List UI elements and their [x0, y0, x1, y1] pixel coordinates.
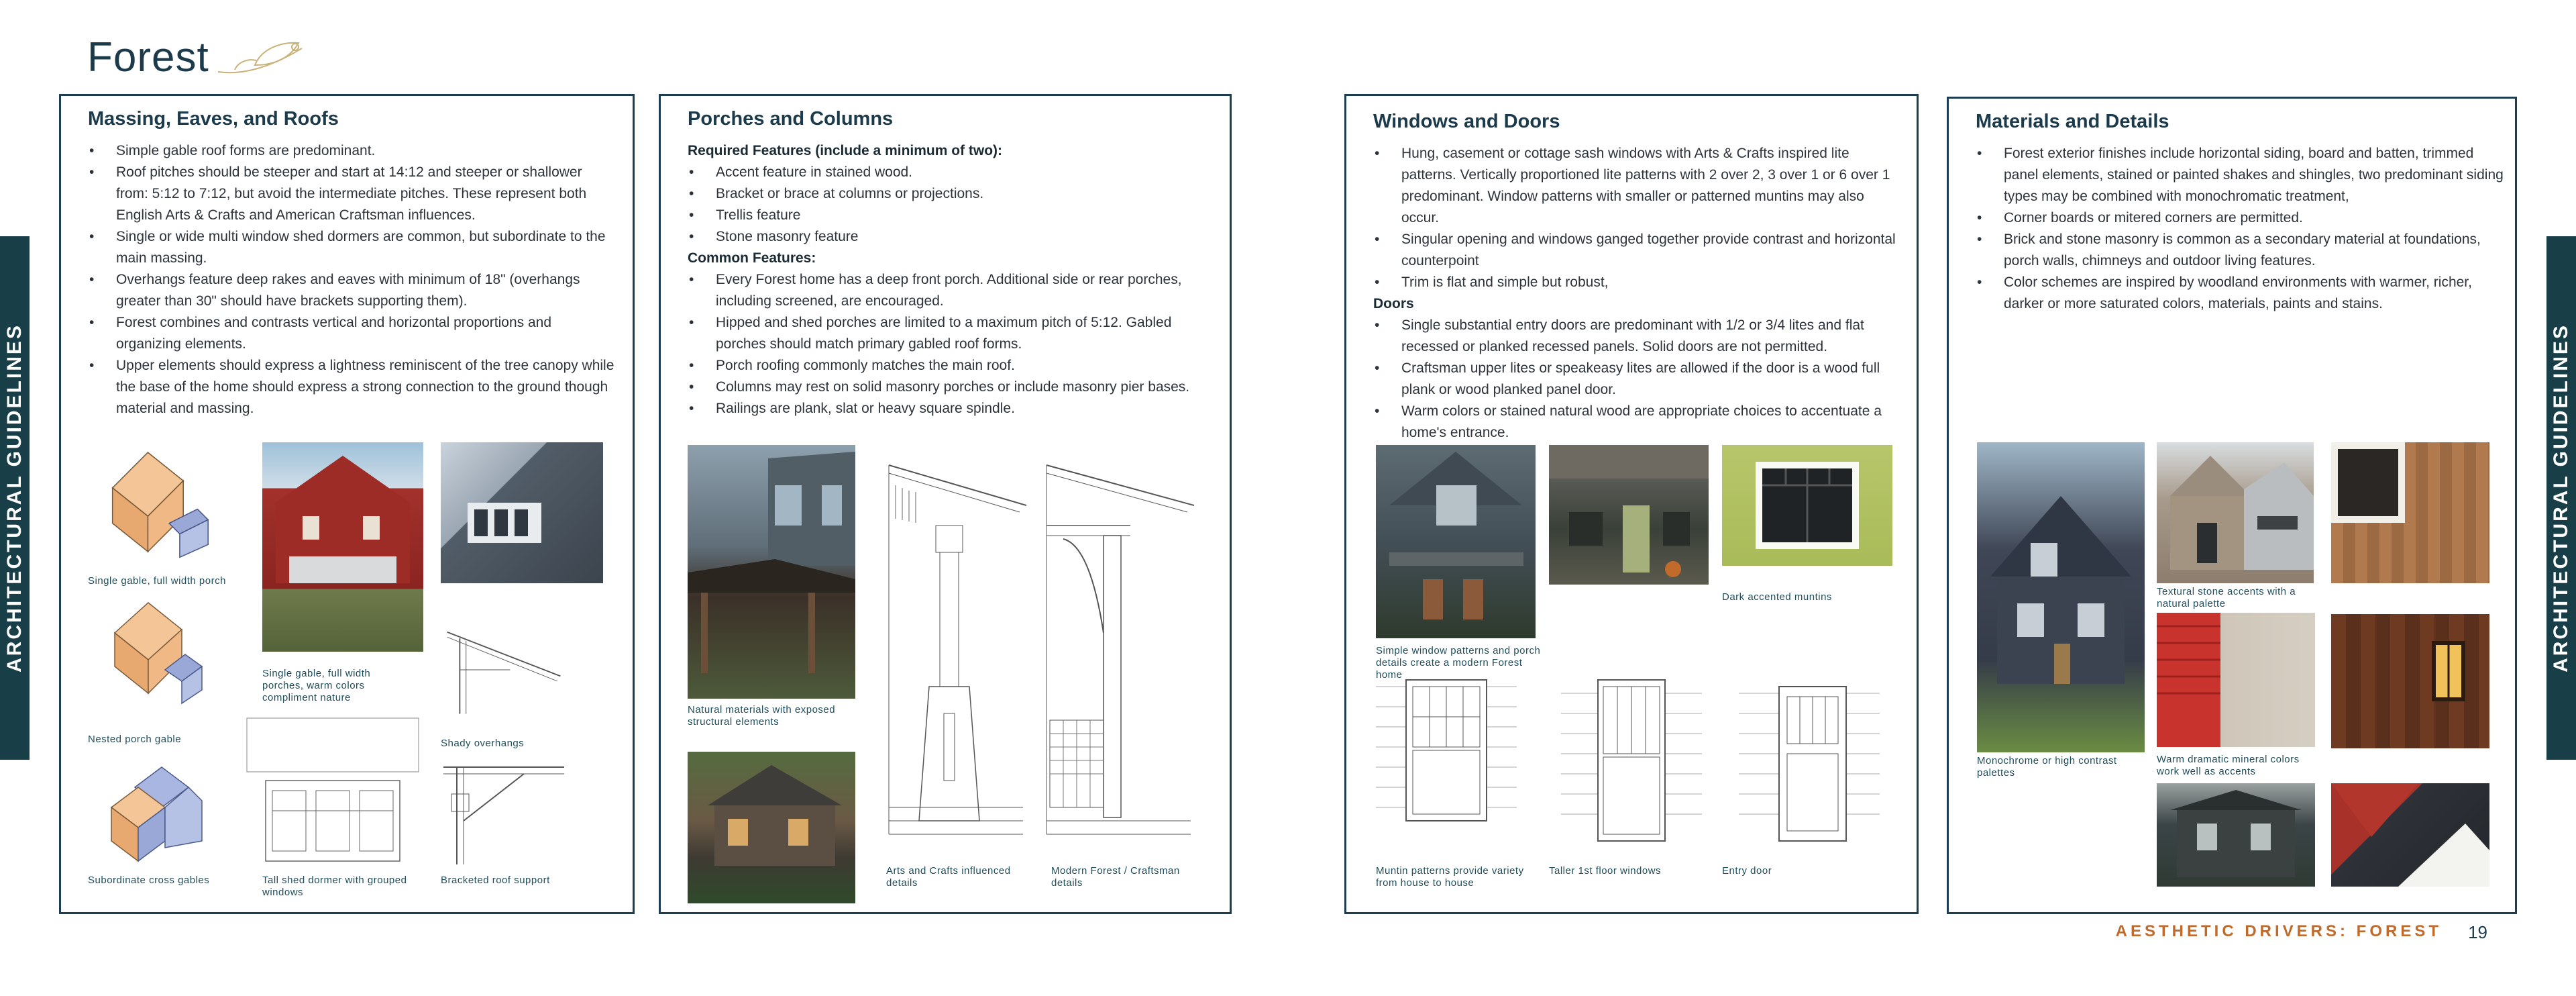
massing-heading: Massing, Eaves, and Roofs	[88, 108, 339, 130]
red-shutter-photo	[2157, 613, 2315, 747]
caption: Warm dramatic mineral colors work well as accents	[2157, 754, 2300, 777]
list-item: • Trim is flat and simple but robust,	[1373, 272, 1903, 293]
caption: Bracketed roof support	[441, 875, 550, 886]
caption: Arts and Crafts influenced details	[886, 865, 1011, 889]
windows-heading: Windows and Doors	[1373, 111, 1560, 132]
list-item: • Hipped and shed porches are limited to a maximum pitch of 5:12. Gabled porches should match primary gabled roof forms.	[688, 312, 1218, 355]
list-item: • Forest exterior finishes include horizontal siding, board and batten, trimmed panel elements, stained or painted shakes and shingles, two predominant siding types may be combined with monochromatic treatment,	[1976, 143, 2506, 207]
list-item: • Trellis feature	[688, 205, 1218, 226]
taller-window-drawing	[1561, 673, 1702, 848]
overhang-diagram	[437, 619, 571, 720]
list-item: • Overhangs feature deep rakes and eaves with minimum of 18" (overhangs greater than 30" should have brackets supporting them).	[88, 269, 618, 312]
list-item: • Porch roofing commonly matches the main roof.	[688, 355, 1218, 377]
list-item: • Singular opening and windows ganged together provide contrast and horizontal counterpoint	[1373, 229, 1903, 272]
list-item: • Brick and stone masonry is common as a secondary material at foundations, porch walls, chimneys and outdoor living features.	[1976, 229, 2506, 272]
caption: Subordinate cross gables	[88, 875, 210, 886]
red-roof-photo	[2331, 783, 2489, 887]
page-title: Forest	[87, 34, 209, 81]
side-tab-label: ARCHITECTURAL GUIDELINES	[3, 323, 25, 673]
muntin-window-drawing	[1376, 673, 1517, 834]
list-item: • Hung, casement or cottage sash windows with Arts & Crafts inspired lite patterns. Vertically proportioned lite patterns with 2 over 2, 3 over 1 or 6 over 1 predominant. Window patterns with smaller or patterned muntins may also occur.	[1373, 143, 1903, 229]
dark-muntin-window-photo	[1722, 445, 1892, 566]
page-number: 19	[2468, 922, 2487, 942]
list-item: • Corner boards or mitered corners are permitted.	[1976, 207, 2506, 229]
list-item: • Color schemes are inspired by woodland environments with warmer, richer, darker or more saturated colors, materials, paints and stains.	[1976, 272, 2506, 315]
caption: Nested porch gable	[88, 734, 182, 745]
massing-text	[88, 140, 618, 419]
list-item: • Warm colors or stained natural wood are appropriate choices to accentuate a home's entrance.	[1373, 401, 1903, 444]
porch-photo-1	[688, 445, 855, 699]
materials-text	[1976, 143, 2506, 315]
doors-label: Doors	[1373, 296, 1414, 311]
list-item: • Accent feature in stained wood.	[688, 162, 1218, 183]
list-item: • Single substantial entry doors are predominant with 1/2 or 3/4 lites and flat recessed or planked recessed panels. Solid doors are not permitted.	[1373, 315, 1903, 358]
porch-photo-2	[688, 752, 855, 903]
caption: Muntin patterns provide variety from house to house	[1376, 865, 1524, 889]
wood-siding-photo	[2331, 614, 2489, 748]
panel-materials	[1947, 97, 2517, 914]
side-tab-right	[2546, 236, 2576, 760]
house-photo	[1376, 445, 1536, 638]
door-photo	[1549, 445, 1709, 585]
materials-heading: Materials and Details	[1976, 111, 2169, 132]
arts-crafts-column-drawing	[882, 458, 1030, 848]
list-item: • Forest combines and contrasts vertical and horizontal proportions and organizing elements.	[88, 312, 618, 355]
list-item: • Railings are plank, slat or heavy square spindle.	[688, 398, 1218, 419]
footer-section-label: AESTHETIC DRIVERS: FOREST	[2115, 922, 2442, 940]
windows-text	[1373, 143, 1903, 444]
dormer-photo	[441, 442, 603, 583]
nested-gable-diagram	[88, 593, 222, 713]
caption: Shady overhangs	[441, 738, 525, 749]
caption: Tall shed dormer with grouped windows	[262, 875, 407, 898]
modern-craftsman-drawing	[1043, 458, 1197, 848]
caption: Monochrome or high contrast palettes	[1977, 755, 2117, 779]
entry-door-drawing	[1739, 673, 1880, 848]
dark-house-photo	[2157, 783, 2315, 887]
list-item: • Columns may rest on solid masonry porches or include masonry pier bases.	[688, 377, 1218, 398]
list-item: • Upper elements should express a lightness reminiscent of the tree canopy while the base of the home should express a strong connection to the ground though material and massing.	[88, 355, 618, 419]
caption: Modern Forest / Craftsman details	[1051, 865, 1180, 889]
caption: Textural stone accents with a natural palette	[2157, 586, 2296, 609]
list-item: • Craftsman upper lites or speakeasy lites are allowed if the door is a wood full plank or wood planked panel door.	[1373, 358, 1903, 401]
side-tab-label: ARCHITECTURAL GUIDELINES	[2550, 323, 2572, 673]
list-item: • Every Forest home has a deep front porch. Additional side or rear porches, including screened, are encouraged.	[688, 269, 1218, 312]
cross-gable-diagram	[88, 754, 222, 875]
caption: Natural materials with exposed structural elements	[688, 704, 836, 728]
caption: Single gable, full width porches, warm colors compliment nature	[262, 668, 371, 703]
list-item: • Simple gable roof forms are predominant.	[88, 140, 618, 162]
caption: Dark accented muntins	[1722, 591, 1832, 603]
required-label: Required Features (include a minimum of two):	[688, 143, 1003, 158]
caption: Single gable, full width porch	[88, 575, 226, 587]
list-item: • Stone masonry feature	[688, 226, 1218, 248]
panel-massing	[59, 94, 635, 914]
list-item: • Bracket or brace at columns or projections.	[688, 183, 1218, 205]
bracket-diagram	[437, 754, 571, 868]
porches-heading: Porches and Columns	[688, 108, 894, 130]
dormer-elevation-drawing	[246, 717, 420, 871]
list-item: • Roof pitches should be steeper and start at 14:12 and steeper or shallower from: 5:12 to 7:12, but avoid the intermediate pitches. These represent both English Arts & Crafts and American Craftsman influences.	[88, 162, 618, 226]
caption: Taller 1st floor windows	[1549, 865, 1662, 877]
stone-house-photo	[2157, 442, 2314, 583]
caption: Entry door	[1722, 865, 1772, 877]
list-item: • Single or wide multi window shed dormers are common, but subordinate to the main massing.	[88, 226, 618, 269]
panel-windows	[1344, 94, 1919, 914]
monochrome-house-photo	[1977, 442, 2145, 752]
panel-porches	[659, 94, 1232, 914]
barn-photo	[262, 442, 423, 652]
single-gable-diagram	[88, 438, 222, 566]
shingle-photo	[2331, 442, 2489, 583]
caption: Simple window patterns and porch details create a modern Forest home	[1376, 645, 1541, 681]
side-tab-left	[0, 236, 30, 760]
leaf-icon	[215, 35, 309, 82]
common-label: Common Features:	[688, 250, 816, 266]
porches-text	[688, 140, 1218, 419]
